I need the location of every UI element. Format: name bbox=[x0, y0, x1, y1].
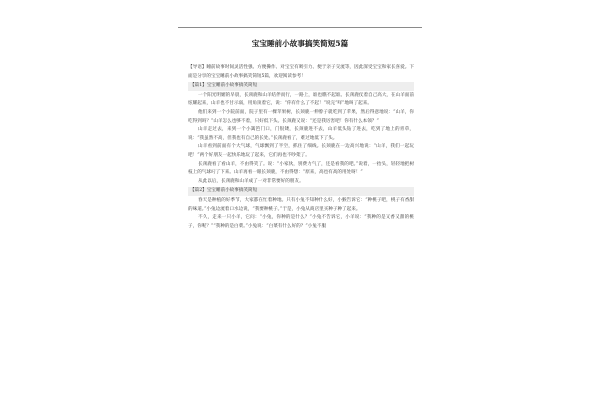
paragraph: 从此以后，长颈鹿和山羊成了一对非常要好的朋友。 bbox=[198, 178, 304, 184]
paragraph: 山羊走过去，来到一个小篱笆门口，门很矮，长颈鹿进不去，山羊低头钻了进去，吃到了地上的青草，说：“我虽然不高，但我也有自己的长处。”长颈鹿看了，难过地低下了头。 bbox=[188, 127, 414, 141]
paragraph: 长颈鹿看了看山羊，不由得笑了。说：“小家伙，别费力气了，还是看我的吧。”说着，一抬头，轻轻地把树枝上的气球叼了下来。山羊再看一眼长颈鹿，不由得想：“原来，高也有高的用处呀！” bbox=[188, 161, 414, 176]
section-2-heading: 【篇2】宝宝睡前小故事搞笑简短 bbox=[188, 187, 414, 196]
document-page bbox=[178, 0, 422, 400]
paragraph: 春天是种植的好季节，大家都在忙着种地。只有小兔不知种什么好，小猴告诉它：“种桃子吧，桃子有香甜的味道。”小兔边流着口水边说，“我要种桃子。”于是，小兔从商店里买种子种了起来。 bbox=[188, 197, 414, 212]
header-rule bbox=[178, 27, 422, 28]
document-body bbox=[188, 64, 414, 231]
intro-paragraph: 【导语】睡前故事时间灵活性强、方便操作、对宝宝有吸引力、便于亲子交流等，因此深受宝宝和家长喜爱。下面是分享的宝宝睡前小故事搞笑简短5篇，欢迎阅读参考！ bbox=[188, 65, 414, 79]
document-title: 宝宝睡前小故事搞笑简短5篇 bbox=[251, 39, 349, 48]
paragraph: 一个阳光明媚的早晨，长颈鹿和山羊结伴而行，一路上，谁也瞧不起谁。长颈鹿仗着自己高大，在山羊面前炫耀起来，山羊也不甘示弱，用角顶着它，说：“你有什么了不起！”说完“咩”地叫了起来。 bbox=[188, 92, 414, 107]
paragraph: 他们来到一个小院前面，院子里有一棵苹果树，长颈鹿一伸脖子就吃到了苹果，然后得意地说：“山羊，你吃得到吗？”山羊怎么也够不着，只好低下头。长颈鹿又说：“还是我厉害吧！你有什么本领？” bbox=[188, 109, 414, 124]
paragraph: 山羊看到前面有个大气球，气球飘到了半空，抓住了细线。长颈鹿在一边高兴地说：“山羊，我们一起玩吧！”两个好朋友一起快乐地玩了起来，它们再也不吵架了。 bbox=[188, 144, 414, 158]
paragraph: 不久，走来一只小羊，它问：“小兔，你种的是什么？”小兔不告诉它，小羊说：“我种的是又香又甜的桃子，你呢？”“我种的是白菜。”小兔说：“白菜有什么好的？”小兔不服 bbox=[188, 215, 414, 229]
section-1-heading: 【篇1】宝宝睡前小故事搞笑简短 bbox=[188, 82, 414, 91]
